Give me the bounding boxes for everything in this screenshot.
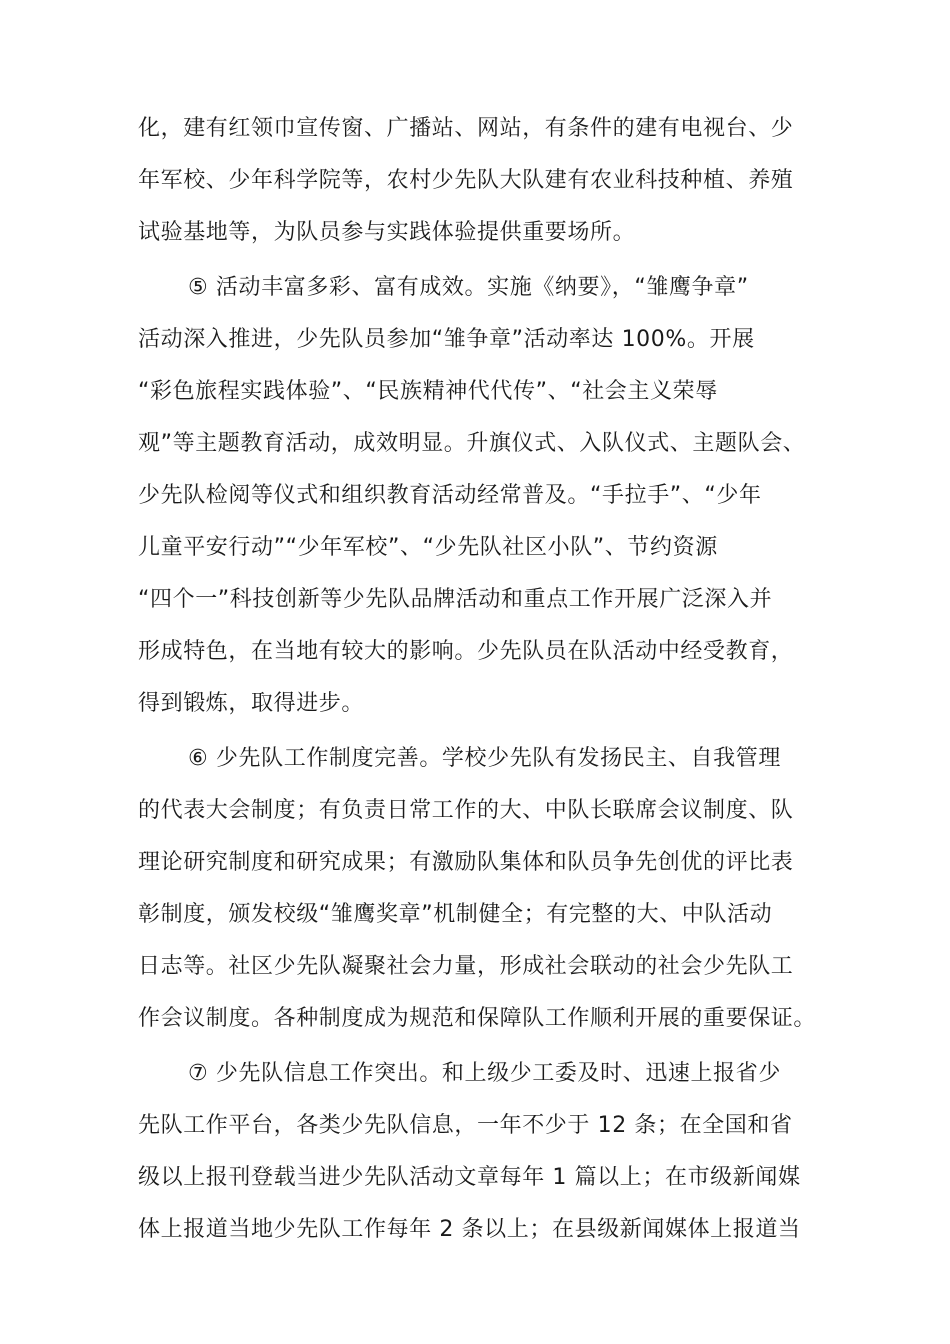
text-line: 先队工作平台，各类少先队信息，一年不少于 12 条；在全国和省 <box>138 1113 793 1138</box>
text-line: 的代表大会制度；有负责日常工作的大、中队长联席会议制度、队 <box>138 798 794 823</box>
paragraph-7-first-line: ⑦ 少先队信息工作突出。和上级少工委及时、迅速上报省少 <box>188 1061 781 1086</box>
text-line: “彩色旅程实践体验”、“民族精神代代传”、“社会主义荣辱 <box>138 379 718 404</box>
text-line: 体上报道当地少先队工作每年 2 条以上；在县级新闻媒体上报道当 <box>138 1217 801 1242</box>
text-line: 级以上报刊登载当进少先队活动文章每年 1 篇以上；在市级新闻媒 <box>138 1165 801 1190</box>
text-line: 日志等。社区少先队凝聚社会力量，形成社会联动的社会少先队工 <box>138 954 794 979</box>
text-line: 作会议制度。各种制度成为规范和保障队工作顺利开展的重要保证。 <box>138 1006 817 1031</box>
text-line: 理论研究制度和研究成果；有激励队集体和队员争先创优的评比表 <box>138 850 794 875</box>
text-line: 观”等主题教育活动，成效明显。升旗仪式、入队仪式、主题队会、 <box>138 431 806 456</box>
text-line: 少先队检阅等仪式和组织教育活动经常普及。“手拉手”、“少年 <box>138 483 762 508</box>
text-line: 年军校、少年科学院等，农村少先队大队建有农业科技种植、养殖 <box>138 168 794 193</box>
paragraph-6-first-line: ⑥ 少先队工作制度完善。学校少先队有发扬民主、自我管理 <box>188 746 781 771</box>
text-line: 活动深入推进，少先队员参加“雏争章”活动率达 100%。开展 <box>138 327 755 352</box>
paragraph-5-first-line: ⑤ 活动丰富多彩、富有成效。实施《纳要》，“雏鹰争章” <box>188 275 749 300</box>
text-line: 得到锻炼，取得进步。 <box>138 691 365 716</box>
text-line: 形成特色，在当地有较大的影响。少先队员在队活动中经受教育， <box>138 639 794 664</box>
text-line: 试验基地等，为队员参与实践体验提供重要场所。 <box>138 220 636 245</box>
text-line: 儿童平安行动”“少年军校”、“少先队社区小队”、节约资源 <box>138 535 718 560</box>
text-line: 化，建有红领巾宣传窗、广播站、网站，有条件的建有电视台、少 <box>138 116 794 141</box>
text-line: “四个一”科技创新等少先队品牌活动和重点工作开展广泛深入并 <box>138 587 773 612</box>
text-line: 彰制度，颁发校级“雏鹰奖章”机制健全；有完整的大、中队活动 <box>138 902 773 927</box>
